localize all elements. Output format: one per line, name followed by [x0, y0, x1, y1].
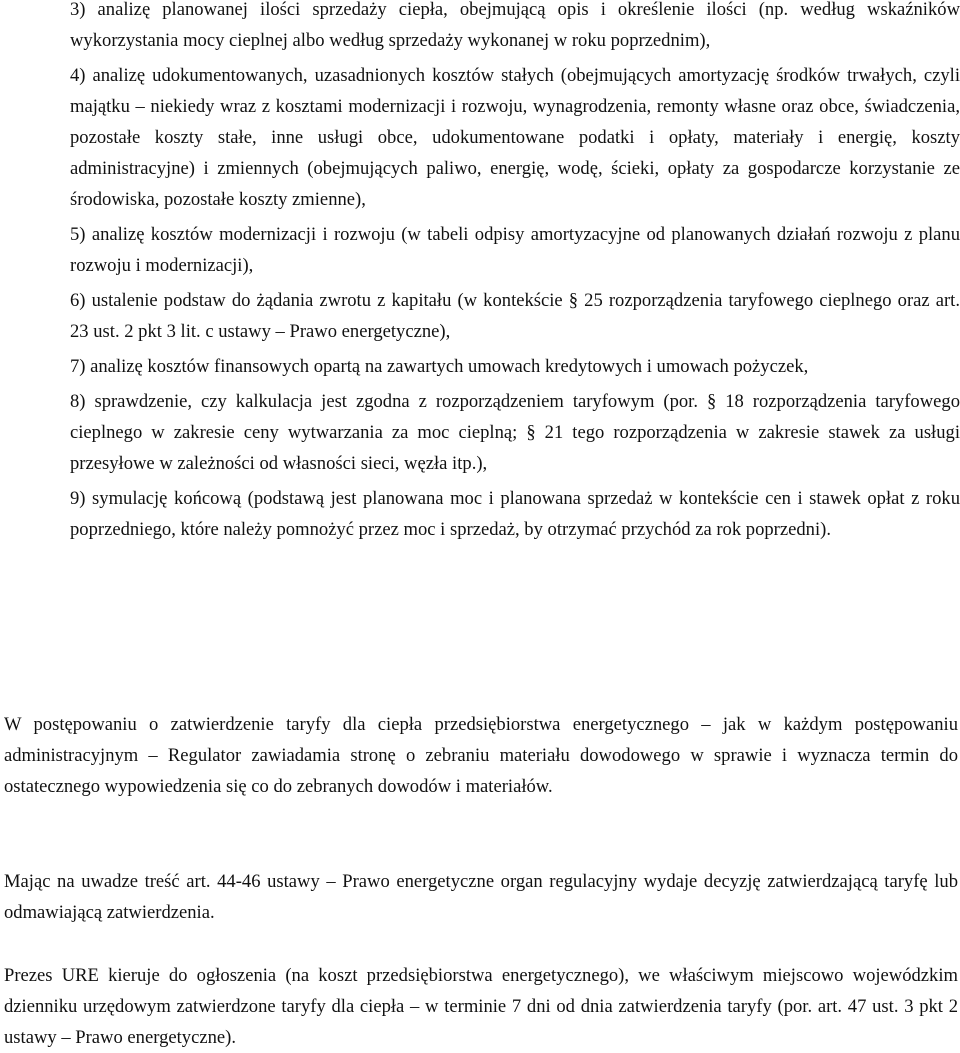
list-item-4: 4) analizę udokumentowanych, uzasadnionych kosztów stałych (obejmujących amortyzację środków trwałych, czyli majątku – niekiedy wraz z kosztami modernizacji i rozwoju, wynagrodzenia, remonty własne oraz obce, świadczenia, pozostałe koszty stałe, inne usługi obce, udokumentowane podatki i opłaty, materiały i energię, koszty administracyjne) i zmiennych (obejmujących paliwo, energię, wodę, ścieki, opłaty za gospodarcze korzystanie ze środowiska, pozostałe koszty zmienne),	[70, 65, 960, 210]
list-item-7: 7) analizę kosztów finansowych opartą na zawartych umowach kredytowych i umowach pożyczek,	[70, 356, 809, 377]
paragraph-publication: Prezes URE kieruje do ogłoszenia (na koszt przedsiębiorstwa energetycznego), we właściwym miejscowo wojewódzkim dzienniku urzędowym zatwierdzone taryfy dla ciepła – w terminie 7 dni od dnia zatwierdzenia taryfy (por. art. 47 ust. 3 pkt 2 ustawy – Prawo energetyczne).	[4, 965, 958, 1048]
list-item-9: 9) symulację końcową (podstawą jest planowana moc i planowana sprzedaż w kontekście cen i stawek opłat z roku poprzedniego, które należy pomnożyć przez moc i sprzedaż, by otrzymać przychód za rok poprzedni).	[70, 488, 960, 540]
paragraph-decision: Mając na uwadze treść art. 44-46 ustawy – Prawo energetyczne organ regulacyjny wydaje decyzję zatwierdzającą taryfę lub odmawiającą zatwierdzenia.	[4, 871, 958, 923]
paragraph-evidence: W postępowaniu o zatwierdzenie taryfy dla ciepła przedsiębiorstwa energetycznego – jak w każdym postępowaniu administracyjnym – Regulator zawiadamia stronę o zebraniu materiału dowodowego w sprawie i wyznacza termin do ostatecznego wypowiedzenia się co do zebranych dowodów i materiałów.	[4, 714, 958, 797]
list-item-3: 3) analizę planowanej ilości sprzedaży ciepła, obejmującą opis i określenie ilości (np. według wskaźników wykorzystania mocy cieplnej albo według sprzedaży wykonanej w roku poprzednim),	[70, 0, 960, 51]
list-item-6: 6) ustalenie podstaw do żądania zwrotu z kapitału (w kontekście § 25 rozporządzenia taryfowego cieplnego oraz art. 23 ust. 2 pkt 3 lit. c ustawy – Prawo energetyczne),	[70, 290, 960, 342]
numbered-list	[70, 0, 960, 549]
list-item-5: 5) analizę kosztów modernizacji i rozwoju (w tabeli odpisy amortyzacyjne od planowanych działań rozwoju z planu rozwoju i modernizacji),	[70, 224, 960, 276]
list-item-8: 8) sprawdzenie, czy kalkulacja jest zgodna z rozporządzeniem taryfowym (por. § 18 rozporządzenia taryfowego cieplnego w zakresie ceny wytwarzania za moc cieplną; § 21 tego rozporządzenia w zakresie stawek za usługi przesyłowe w zależności od własności sieci, węzła itp.),	[70, 391, 960, 474]
